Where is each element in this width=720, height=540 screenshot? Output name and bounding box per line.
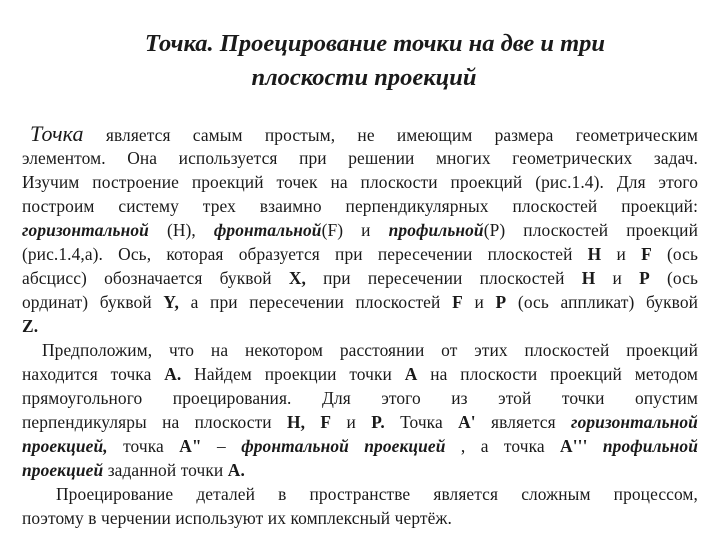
p2-line-1: Предположим, что на некотором расстоянии от этих плоскостей проекций — [42, 340, 698, 360]
p3-line-1: Проецирование деталей в пространстве является сложным процессом, — [56, 484, 698, 504]
page-title — [0, 27, 720, 95]
p2-line-5: проекцией, точка A" – фронтальной проекцией , а точка A''' профильной — [22, 436, 698, 456]
p1-line-7: абсцисс) обозначается буквой X, при пересечении плоскостей H и P (ось — [22, 268, 698, 288]
p1-line-3: Изучим построение проекций точек на плоскости проекций (рис.1.4). Для этого — [22, 172, 698, 192]
p1-line-4: построим систему трех взаимно перпендикулярных плоскостей проекций: — [22, 196, 698, 216]
p2-line-2: находится точка A. Найдем проекции точки A на плоскости проекций методом — [22, 364, 698, 384]
term-horizontal: горизонтальной — [22, 220, 149, 240]
p1-line-6: (рис.1.4,а). Ось, которая образуется при пересечении плоскостей H и F (ось — [22, 244, 699, 264]
p2-line-6: проекцией заданной точки A. — [22, 460, 245, 480]
p1-line-8: ординат) буквой Y, а при пересечении плоскостей F и P (ось аппликат) буквой — [22, 292, 699, 312]
p1-line-9: Z. — [22, 316, 39, 336]
term-profile: профильной — [388, 220, 484, 240]
document-body — [22, 122, 698, 530]
lead-word: Точка — [30, 121, 84, 146]
p2-line-3: прямоугольного проецирования. Для этого из этой точки опустим — [22, 388, 698, 408]
p2-line-4: перпендикуляры на плоскости H, F и P. Точка A' является горизонтальной — [22, 412, 698, 432]
term-frontal: фронтальной — [213, 220, 322, 240]
p1-line-5: горизонтальной (H), фронтальной(F) и профильной(P) плоскостей проекций — [22, 220, 698, 240]
p1-line-1: Точка является самым простым, не имеющим размера геометрическим — [30, 121, 698, 146]
title-line-1: Точка. Проецирование точки на две и три — [144, 30, 606, 57]
p1-line-2: элементом. Она используется при решении многих геометрических задач. — [22, 148, 698, 168]
title-line-2: плоскости проекций — [251, 64, 477, 91]
p3-line-2: поэтому в черчении используют их комплексный чертёж. — [22, 508, 452, 528]
